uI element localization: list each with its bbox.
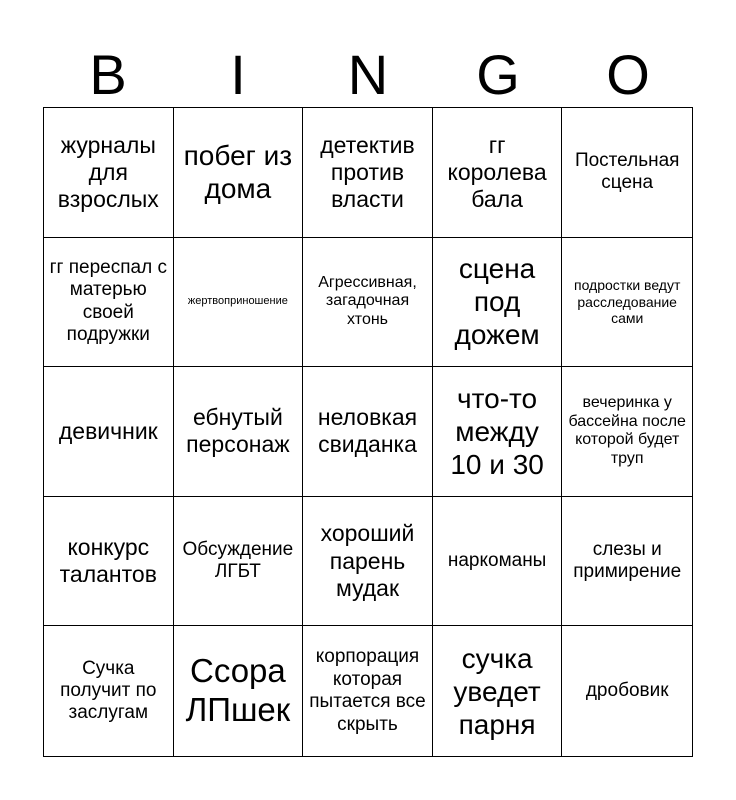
bingo-cell[interactable]: наркоманы — [433, 497, 563, 627]
header-letter-o: O — [606, 43, 650, 106]
bingo-cell[interactable]: Агрессивная, загадочная хтонь — [303, 238, 433, 368]
bingo-cell[interactable]: побег из дома — [174, 108, 304, 238]
bingo-cell[interactable]: дробовик — [585, 679, 669, 701]
bingo-cell[interactable]: девичник — [44, 367, 174, 497]
bingo-cell[interactable]: что-то между 10 и 30 — [433, 367, 563, 497]
bingo-cell[interactable]: сучка уведет парня — [433, 626, 563, 756]
bingo-cell[interactable]: детектив против власти — [303, 108, 433, 238]
bingo-cell[interactable]: жертвоприношение — [174, 238, 304, 368]
header-letter-n: N — [347, 43, 389, 106]
bingo-cell[interactable]: конкурс талантов — [44, 497, 174, 627]
bingo-cell[interactable]: слезы и примирение — [562, 497, 692, 627]
bingo-cell[interactable]: Сучка получит по заслугам — [44, 626, 174, 756]
bingo-cell[interactable]: подростки ведут расследование сами — [562, 238, 692, 368]
bingo-cell[interactable]: хороший парень мудак — [303, 497, 433, 627]
bingo-cell[interactable]: сцена под дожем — [433, 238, 563, 368]
header-letter-g: G — [476, 43, 520, 106]
bingo-cell[interactable]: ебнутый персонаж — [174, 367, 304, 497]
header-letter-i: I — [230, 43, 246, 106]
bingo-cell[interactable]: неловкая свиданка — [303, 367, 433, 497]
bingo-cell[interactable]: Ссора ЛПшек — [174, 626, 304, 756]
bingo-cell[interactable]: вечеринка у бассейна после которой будет труп — [562, 367, 692, 497]
bingo-cell[interactable]: гг королева бала — [433, 108, 563, 238]
bingo-cell[interactable]: Обсуждение ЛГБТ — [174, 497, 304, 627]
bingo-grid — [43, 107, 693, 757]
bingo-header — [43, 44, 693, 106]
header-letter-b: B — [89, 43, 127, 106]
bingo-cell[interactable]: журналы для взрослых — [44, 108, 174, 238]
bingo-cell[interactable]: гг переспал с матерью своей подружки — [44, 238, 174, 368]
bingo-cell[interactable]: Постельная сцена — [562, 108, 692, 238]
bingo-cell[interactable]: корпорация которая пытается все скрыть — [303, 626, 433, 756]
